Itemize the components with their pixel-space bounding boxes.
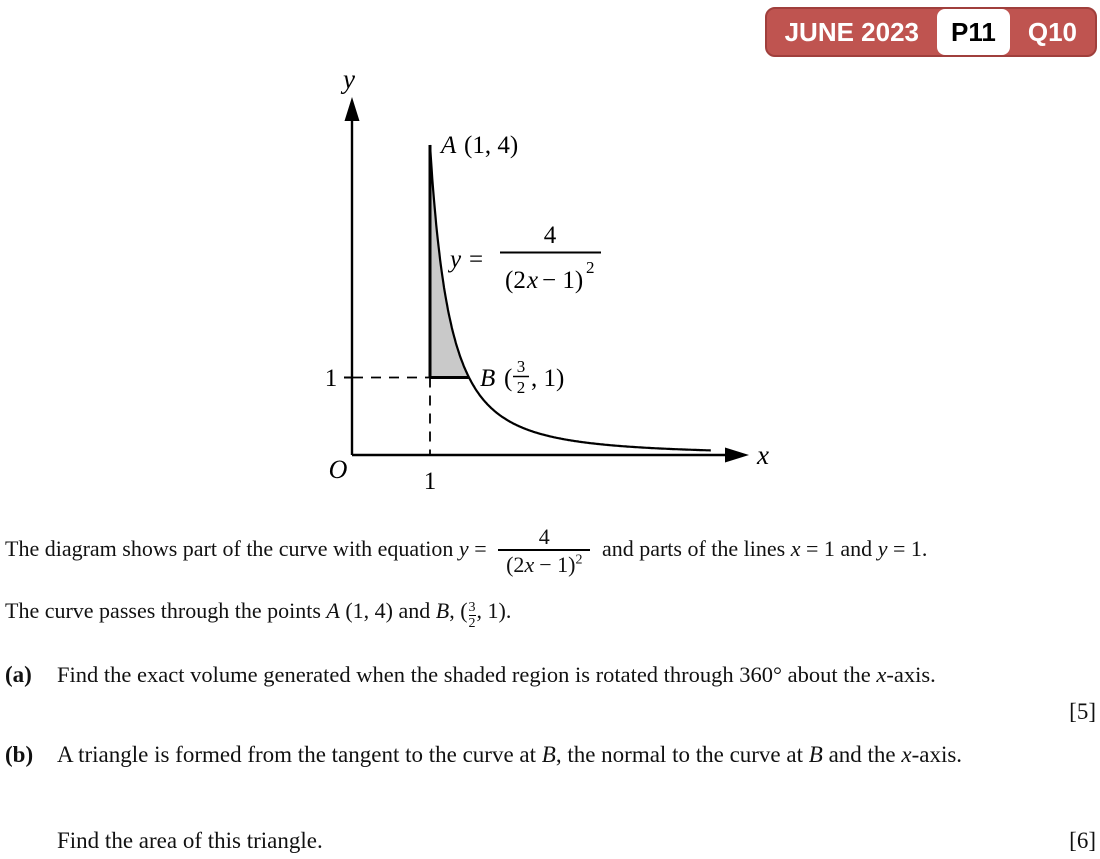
part-b-body-2: , the normal to the curve at xyxy=(555,742,803,767)
equation-equals: = xyxy=(469,246,484,273)
exam-badge xyxy=(765,7,1097,57)
equation-lhs: y xyxy=(450,246,462,273)
x-axis-label: x xyxy=(757,440,769,470)
desc-l2-B: B xyxy=(435,598,450,623)
inline-frac-num: 4 xyxy=(538,524,550,549)
desc-l1-yeq: = 1. xyxy=(892,535,928,561)
description-line-1 xyxy=(5,524,1098,578)
part-b-B1: B xyxy=(541,742,556,767)
desc-l2-and: and xyxy=(398,598,431,623)
point-b-frac-den: 2 xyxy=(516,378,526,397)
inline-fraction xyxy=(498,524,590,578)
part-b-B2: B xyxy=(808,742,823,767)
point-b-open: ( xyxy=(504,365,513,392)
desc-l2-text-a: The curve passes through the points xyxy=(5,598,321,623)
badge-paper-number: P11 xyxy=(937,9,1010,55)
inline-den-var: x xyxy=(524,552,535,578)
point-b-close: , 1) xyxy=(531,365,565,392)
desc-l1-text-a: The diagram shows part of the curve with equation xyxy=(5,535,454,561)
part-b-body-3: and the xyxy=(828,742,896,767)
desc-l2-A: A xyxy=(326,598,340,623)
x-tick-label: 1 xyxy=(423,468,437,495)
desc-l2-A-coords: (1, 4) xyxy=(345,598,393,623)
part-a-x: x xyxy=(876,662,887,687)
point-a-name: A xyxy=(441,132,457,159)
part-a-text xyxy=(57,662,1100,688)
x-axis-arrowhead xyxy=(725,448,749,463)
desc-eq-equals: = xyxy=(474,535,487,561)
curve-diagram-svg xyxy=(280,60,790,500)
desc-l2-B-comma: , xyxy=(449,598,455,623)
part-b-text xyxy=(57,742,1087,768)
part-b-find-text: Find the area of this triangle. xyxy=(57,828,323,853)
desc-l1-x: x xyxy=(790,535,801,561)
y-axis-arrowhead xyxy=(345,97,360,121)
desc-l1-xeq: = 1 xyxy=(806,535,835,561)
part-b-marks: [6] xyxy=(1069,828,1096,853)
badge-exam-session: JUNE 2023 xyxy=(784,16,920,47)
equation-den-var: x xyxy=(527,267,539,294)
small-frac-num: 3 xyxy=(468,599,476,615)
desc-l2-close: , 1). xyxy=(476,598,512,623)
part-a-body: Find the exact volume generated when the shaded region is rotated through 360° about the xyxy=(57,662,871,687)
part-b-label: (b) xyxy=(5,742,34,767)
desc-l1-and: and xyxy=(840,535,873,561)
equation-numerator: 4 xyxy=(543,222,557,249)
desc-eq-lhs: y xyxy=(458,535,469,561)
part-a-marks: [5] xyxy=(1069,699,1096,724)
badge-question-number: Q10 xyxy=(1027,16,1077,47)
part-b-tail: -axis. xyxy=(911,742,963,767)
inline-den-sup: 2 xyxy=(575,552,583,568)
inline-den-open: (2 xyxy=(506,552,525,578)
inline-frac-den xyxy=(498,549,590,577)
part-a-tail: -axis. xyxy=(886,662,936,687)
curve-path xyxy=(430,145,711,450)
curve-diagram xyxy=(280,60,790,505)
part-a-label: (a) xyxy=(5,662,32,687)
origin-label: O xyxy=(328,455,348,484)
part-b-x: x xyxy=(901,742,912,767)
equation-den-close: − 1) xyxy=(542,267,584,294)
description-line-2 xyxy=(5,598,1098,631)
desc-l1-y: y xyxy=(877,535,888,561)
equation-den-open: (2 xyxy=(505,267,526,294)
point-a-coords: (1, 4) xyxy=(464,132,519,159)
inline-den-close: − 1) xyxy=(539,552,576,578)
small-fraction xyxy=(469,600,476,632)
point-b-name: B xyxy=(480,365,496,392)
desc-l2-open: ( xyxy=(460,598,468,623)
desc-l1-text-b: and parts of the lines xyxy=(601,535,786,561)
part-b-body-1: A triangle is formed from the tangent to the curve at xyxy=(57,742,537,767)
equation-den-sup: 2 xyxy=(586,258,595,277)
y-tick-label: 1 xyxy=(324,365,338,392)
small-frac-den: 2 xyxy=(468,616,476,631)
point-b-frac-num: 3 xyxy=(516,357,526,376)
y-axis-label: y xyxy=(343,64,355,94)
